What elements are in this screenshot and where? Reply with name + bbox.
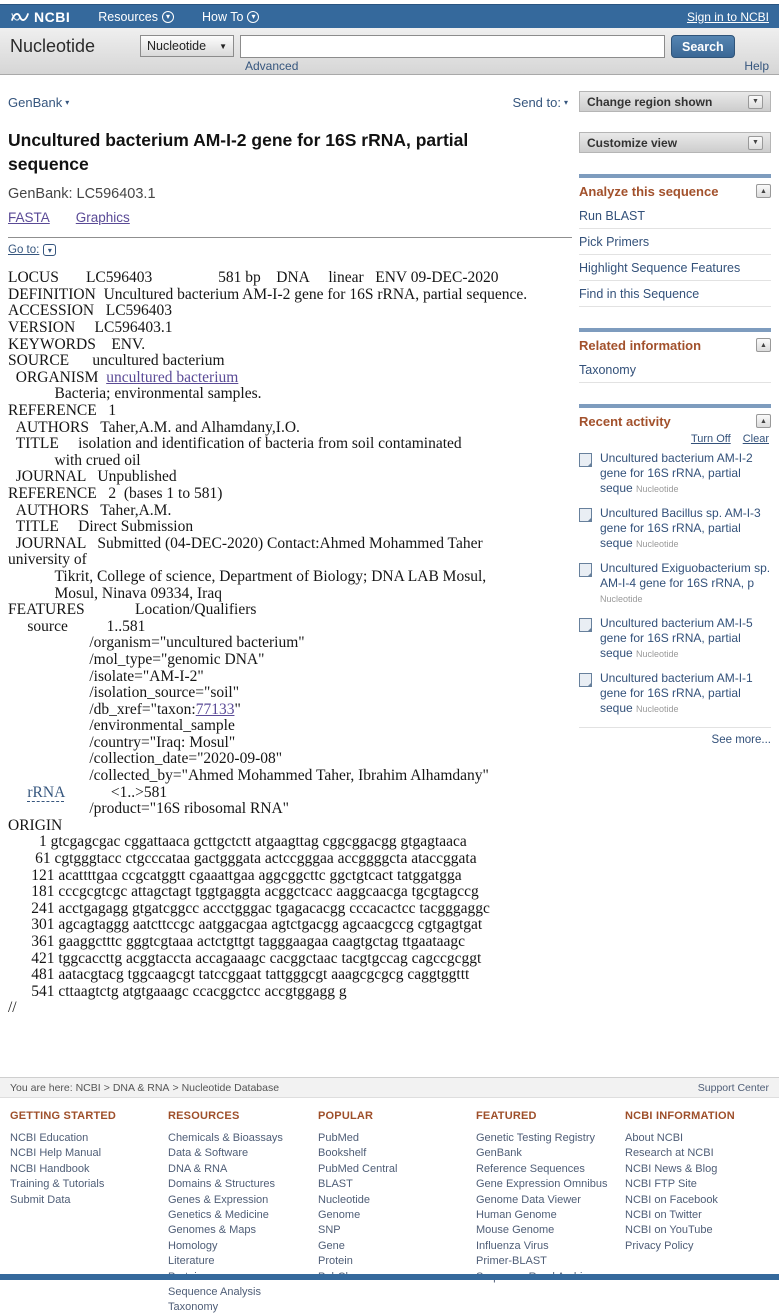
genbank-line: /mol_type="genomic DNA": [8, 650, 265, 668]
footer-link[interactable]: Genome: [318, 1209, 361, 1222]
related-title: Related information: [579, 338, 702, 353]
genbank-line: university of: [8, 551, 87, 569]
genbank-line: //: [8, 999, 17, 1017]
recent-activity-controls: [579, 433, 769, 445]
recent-item-db-label: Nucleotide: [636, 704, 679, 714]
footer-link[interactable]: DNA & RNA: [168, 1162, 228, 1175]
app-title: Nucleotide: [10, 36, 96, 56]
footer-link[interactable]: Privacy Policy: [625, 1239, 694, 1252]
genbank-line: VERSION LC596403.1: [8, 319, 173, 337]
genbank-line: 541 cttaagtctg atgtgaaagc ccacggctcc accgtggagg g: [8, 982, 347, 1000]
genbank-line: /country="Iraq: Mosul": [8, 733, 236, 751]
footer: [0, 1098, 779, 1316]
footer-link[interactable]: NCBI Education: [10, 1132, 89, 1144]
genbank-text: /db_xref="taxon:: [8, 700, 196, 718]
ncbi-logo-icon: [10, 10, 30, 24]
recent-item-db-label: Nucleotide: [636, 649, 679, 659]
search-input[interactable]: [240, 35, 665, 58]
recent-item-db-label: Nucleotide: [636, 539, 679, 549]
analyze-title: Analyze this sequence: [579, 184, 719, 199]
footer-link[interactable]: Chemicals & Bioassays: [168, 1132, 283, 1144]
genbank-line: REFERENCE 2 (bases 1 to 581): [8, 484, 223, 502]
nav-resources[interactable]: [98, 10, 174, 24]
divider: [8, 237, 572, 238]
genbank-line: /environmental_sample: [8, 717, 235, 735]
advanced-link[interactable]: Advanced: [245, 59, 299, 73]
nav-howto[interactable]: [202, 10, 259, 24]
footer-link[interactable]: PubMed: [318, 1132, 359, 1144]
genbank-text: [8, 784, 27, 801]
recent-item-title: Uncultured Bacillus sp. AM-I-3 gene for 16S rRNA, partial seque Nucleotide: [600, 506, 761, 550]
footer-link[interactable]: NCBI on YouTube: [625, 1224, 713, 1237]
footer-bottom-bar: [0, 1274, 779, 1280]
recent-activity-list: [579, 451, 771, 717]
document-icon: [579, 508, 592, 522]
genbank-inline-link[interactable]: rRNA: [27, 783, 65, 801]
footer-link[interactable]: NCBI Help Manual: [10, 1147, 102, 1160]
genbank-line: AUTHORS Taher,A.M. and Alhamdany,I.O.: [8, 418, 300, 436]
recent-activity-item[interactable]: [579, 671, 771, 717]
breadcrumb-separator: >: [103, 1081, 110, 1094]
format-toolbar: [8, 91, 572, 113]
portlet-header: [579, 414, 771, 429]
genbank-line: 121 acattttgaa ccgcatggtt cgaaattgaa aggcggcttc ggctgtcact tatggatgga: [8, 866, 462, 884]
accession-line: GenBank: LC596403.1: [8, 186, 156, 203]
footer-link[interactable]: Gene Expression Omnibus: [476, 1178, 608, 1191]
search-button[interactable]: Search: [671, 35, 735, 58]
footer-link[interactable]: Protein: [318, 1255, 353, 1268]
recent-activity-item[interactable]: [579, 561, 771, 607]
genbank-line: SOURCE uncultured bacterium: [8, 352, 225, 370]
footer-link[interactable]: GenBank: [476, 1147, 522, 1160]
recent-activity-title: Recent activity: [579, 414, 671, 429]
expand-icon[interactable]: ▼: [748, 95, 763, 109]
portlet-header: [579, 184, 771, 199]
nav-howto-label: How To: [201, 9, 244, 24]
goto-control: [8, 244, 572, 256]
genbank-line: 1 gtcgagcgac cggattaaca gcttgctctt atgaagttag cggcggacgg gtgagtaaca: [8, 833, 467, 851]
analyze-link[interactable]: Run BLAST: [579, 203, 771, 229]
footer-link[interactable]: Genes & Expression: [168, 1193, 269, 1206]
footer-column: [476, 1110, 625, 1316]
analyze-link[interactable]: Pick Primers: [579, 229, 771, 255]
genbank-line: [8, 785, 572, 802]
genbank-line: 61 cgtgggtacc ctgcccataa gactgggata actccgggaa accggggcta ataccggata: [8, 850, 477, 868]
breadcrumb: [0, 1077, 779, 1098]
footer-link[interactable]: Training & Tutorials: [10, 1178, 105, 1191]
footer-link[interactable]: Primer-BLAST: [476, 1255, 547, 1268]
genbank-inline-link[interactable]: 77133: [195, 700, 235, 718]
footer-column: [318, 1110, 476, 1316]
genbank-line: with crued oil: [8, 451, 141, 469]
genbank-line: Mosul, Ninava 09334, Iraq: [8, 584, 222, 602]
genbank-line: 241 acctgagagg gtgatcggcc accctgggac tgagacacgg cccacactcc tacgggaggc: [8, 899, 490, 917]
genbank-text: ": [234, 700, 241, 718]
footer-link[interactable]: Homology: [168, 1239, 218, 1252]
ncbi-logo-text: NCBI: [34, 8, 71, 25]
footer-link[interactable]: Genetics & Medicine: [168, 1209, 269, 1222]
footer-link[interactable]: Nucleotide: [318, 1193, 370, 1206]
portlet-header: [579, 338, 771, 353]
footer-link[interactable]: NCBI News & Blog: [625, 1162, 718, 1175]
customize-view-bar[interactable]: [579, 132, 771, 153]
change-region-label: Change region shown: [587, 94, 713, 109]
footer-column-title: GETTING STARTED: [10, 1110, 117, 1122]
footer-column-title: RESOURCES: [168, 1110, 240, 1122]
genbank-line: source 1..581: [8, 617, 146, 635]
help-link[interactable]: Help: [744, 59, 769, 73]
footer-link[interactable]: NCBI Handbook: [10, 1162, 90, 1175]
genbank-flatfile: [8, 270, 572, 1017]
breadcrumb-prefix: You are here:: [10, 1081, 73, 1094]
collapse-icon[interactable]: ▲: [756, 414, 771, 428]
footer-link[interactable]: Human Genome: [476, 1209, 557, 1222]
chevron-down-icon: ▾: [247, 11, 259, 23]
genbank-line: LOCUS LC596403 581 bp DNA linear ENV 09-DEC-2020: [8, 269, 499, 287]
portlet-topbar: [579, 328, 771, 332]
footer-link[interactable]: Genetic Testing Registry: [476, 1132, 596, 1144]
footer-column: [168, 1110, 318, 1316]
turn-off-link[interactable]: Turn Off: [690, 433, 731, 445]
genbank-line: Tikrit, College of science, Department of Biology; DNA LAB Mosul,: [8, 567, 487, 585]
view-links: [8, 210, 572, 225]
footer-column-title: NCBI INFORMATION: [625, 1110, 735, 1122]
genbank-line: TITLE Direct Submission: [8, 518, 194, 536]
footer-column-title: FEATURED: [476, 1110, 537, 1122]
footer-link[interactable]: Mouse Genome: [476, 1224, 555, 1237]
genbank-line: KEYWORDS ENV.: [8, 335, 146, 353]
recent-activity-item[interactable]: [579, 506, 771, 552]
recent-item-title: Uncultured bacterium AM-I-5 gene for 16S rRNA, partial seque Nucleotide: [600, 616, 753, 660]
database-select[interactable]: [140, 35, 234, 57]
footer-link[interactable]: Bookshelf: [318, 1147, 367, 1160]
chevron-down-icon: ▾: [65, 97, 70, 107]
recent-activity-portlet: [579, 404, 771, 746]
genbank-line: FEATURES Location/Qualifiers: [8, 601, 257, 619]
ncbi-header-bar: [0, 4, 779, 28]
recent-item-db-label: Nucleotide: [600, 594, 643, 604]
nav-resources-label: Resources: [98, 9, 158, 24]
chevron-down-icon[interactable]: ▾: [43, 244, 56, 256]
footer-link[interactable]: NCBI FTP Site: [625, 1178, 697, 1191]
analyze-links: [579, 203, 771, 307]
document-icon: [579, 563, 592, 577]
footer-link[interactable]: Domains & Structures: [168, 1178, 275, 1191]
related-portlet: [579, 328, 771, 383]
genbank-text: ORGANISM: [8, 368, 107, 386]
analyze-link[interactable]: Find in this Sequence: [579, 281, 771, 307]
collapse-icon[interactable]: ▲: [756, 184, 771, 198]
recent-item-title: Uncultured Exiguobacterium sp. AM-I-4 gene for 16S rRNA, p Nucleotide: [600, 561, 771, 604]
genbank-line: /collected_by="Ahmed Mohammed Taher, Ibrahim Alhamdany": [8, 767, 489, 785]
breadcrumb-separator: >: [172, 1081, 179, 1094]
footer-link[interactable]: BLAST: [318, 1178, 353, 1191]
recent-item-db-label: Nucleotide: [636, 484, 679, 494]
graphics-link[interactable]: Graphics: [75, 210, 130, 226]
chevron-down-icon: ▾: [162, 11, 174, 23]
footer-link[interactable]: Influenza Virus: [476, 1239, 549, 1252]
footer-link[interactable]: Data & Software: [168, 1147, 249, 1160]
genbank-line: Bacteria; environmental samples.: [8, 385, 262, 403]
footer-link[interactable]: Submit Data: [10, 1193, 71, 1206]
footer-link[interactable]: About NCBI: [625, 1132, 684, 1144]
analyze-portlet: [579, 174, 771, 307]
change-region-shown-bar[interactable]: [579, 91, 771, 112]
genbank-line: 421 tggcaccttg acggtaccta accagaaagc cacggctaac tacgtgccag cagccgcggt: [8, 949, 482, 967]
genbank-line: [8, 370, 572, 387]
recent-item-title: Uncultured bacterium AM-I-2 gene for 16S rRNA, partial seque Nucleotide: [600, 451, 753, 495]
breadcrumb-dna-rna[interactable]: DNA & RNA: [112, 1081, 170, 1094]
fasta-link[interactable]: FASTA: [8, 210, 50, 226]
recent-item-title: Uncultured bacterium AM-I-1 gene for 16S rRNA, partial seque Nucleotide: [600, 671, 753, 715]
genbank-line: /isolation_source="soil": [8, 684, 240, 702]
format-label: GenBank: [8, 94, 63, 110]
footer-link[interactable]: SNP: [318, 1224, 341, 1237]
page-title: Uncultured bacterium AM-I-2 gene for 16S rRNA, partial sequence: [8, 130, 469, 174]
genbank-line: 361 gaaggctttc gggtcgtaaa actctgttgt tagggaagaa caagtgctag ttgaataagc: [8, 933, 466, 950]
footer-link[interactable]: Reference Sequences: [476, 1162, 585, 1175]
sidebar: [579, 91, 771, 1049]
document-icon: [579, 453, 592, 467]
analyze-link[interactable]: Highlight Sequence Features: [579, 255, 771, 281]
footer-link[interactable]: NCBI on Twitter: [625, 1209, 702, 1222]
clear-link[interactable]: Clear: [742, 433, 769, 445]
genbank-line: 481 aatacgtacg tggcaagcgt tatccggaat tattgggcgt aaagcgcgcg caggtggttt: [8, 966, 470, 984]
sign-in-link[interactable]: Sign in to NCBI: [686, 9, 769, 24]
genbank-line: ORIGIN: [8, 816, 63, 834]
search-section: [0, 28, 779, 75]
footer-column-title: POPULAR: [318, 1110, 374, 1122]
document-icon: [579, 618, 592, 632]
genbank-inline-link[interactable]: uncultured bacterium: [106, 368, 239, 386]
ncbi-logo[interactable]: [10, 9, 70, 25]
recent-activity-item[interactable]: [579, 451, 771, 497]
genbank-line: 301 agcagtaggg aatcttccgc aatggacgaa agtctgacgg agcaacgccg cgtgagtgat: [8, 916, 483, 934]
main-column: [8, 91, 572, 1049]
see-more-link[interactable]: See more...: [579, 727, 771, 746]
genbank-line: /product="16S ribosomal RNA": [8, 800, 290, 818]
collapse-icon[interactable]: ▲: [756, 338, 771, 352]
genbank-line: AUTHORS Taher,A.M.: [8, 501, 172, 519]
genbank-line: JOURNAL Submitted (04-DEC-2020) Contact:Ahmed Mohammed Taher: [8, 534, 483, 552]
footer-link[interactable]: NCBI on Facebook: [625, 1193, 718, 1206]
send-to-label: Send to:: [512, 94, 561, 110]
footer-link[interactable]: PubMed Central: [318, 1162, 398, 1175]
footer-link[interactable]: Genomes & Maps: [168, 1224, 257, 1237]
footer-link[interactable]: Taxonomy: [168, 1301, 219, 1314]
send-to-menu[interactable]: [513, 95, 568, 110]
support-center-link[interactable]: Support Center: [697, 1081, 769, 1094]
genbank-line: TITLE isolation and identification of bacteria from soil contaminated: [8, 435, 462, 453]
footer-link[interactable]: Literature: [168, 1255, 215, 1268]
genbank-line: /organism="uncultured bacterium": [8, 634, 305, 652]
genbank-line: /isolate="AM-I-2": [8, 667, 204, 685]
genbank-line: 181 cccgcgtcgc attagctagt tggtgaggta acggctcacc aaggcaacga tgcgtagccg: [8, 883, 479, 901]
footer-link[interactable]: Genome Data Viewer: [476, 1193, 581, 1206]
genbank-line: DEFINITION Uncultured bacterium AM-I-2 gene for 16S rRNA, partial sequence.: [8, 285, 528, 303]
related-links: [579, 357, 771, 383]
format-select-genbank[interactable]: [8, 95, 69, 110]
breadcrumb-nucleotide-db[interactable]: Nucleotide Database: [181, 1081, 280, 1094]
content: [0, 91, 779, 1049]
genbank-line: [8, 702, 572, 719]
footer-link[interactable]: Gene: [318, 1239, 345, 1252]
select-arrow-icon: ▼: [219, 41, 227, 51]
genbank-line: /collection_date="2020-09-08": [8, 750, 283, 768]
genbank-line: JOURNAL Unpublished: [8, 468, 177, 486]
genbank-text: <1..>581: [64, 783, 168, 801]
footer-column: [10, 1110, 168, 1316]
breadcrumb-ncbi[interactable]: NCBI: [75, 1081, 101, 1094]
customize-view-label: Customize view: [587, 135, 678, 150]
related-link[interactable]: Taxonomy: [579, 357, 771, 383]
footer-column: [625, 1110, 775, 1316]
goto-link[interactable]: Go to:: [8, 244, 40, 257]
expand-icon[interactable]: ▼: [748, 136, 763, 150]
portlet-topbar: [579, 404, 771, 408]
document-icon: [579, 673, 592, 687]
genbank-line: ACCESSION LC596403: [8, 302, 173, 320]
portlet-topbar: [579, 174, 771, 178]
footer-link[interactable]: Sequence Analysis: [168, 1286, 261, 1299]
chevron-down-icon: ▾: [563, 97, 568, 107]
footer-link[interactable]: Research at NCBI: [625, 1147, 714, 1160]
database-select-value: Nucleotide: [147, 39, 207, 53]
genbank-line: REFERENCE 1: [8, 402, 117, 419]
recent-activity-item[interactable]: [579, 616, 771, 662]
